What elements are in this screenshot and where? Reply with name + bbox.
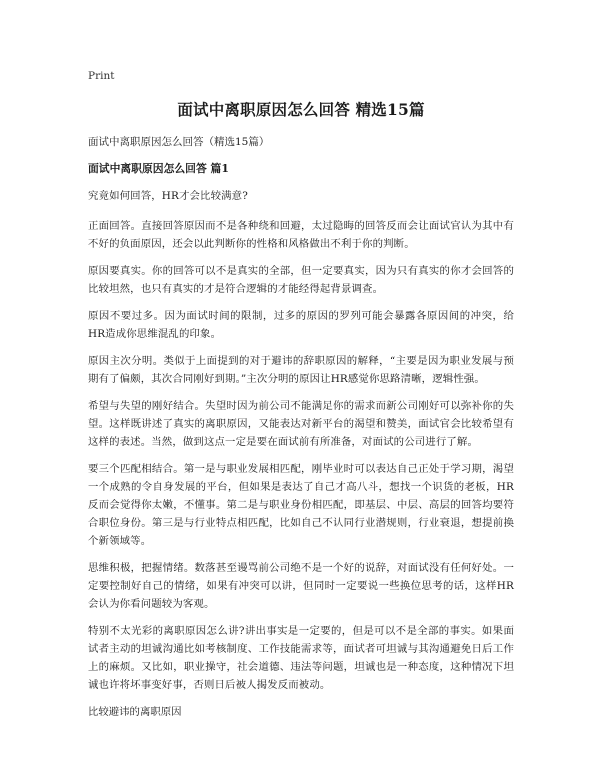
page-title: 面试中离职原因怎么回答 精选15篇	[177, 100, 425, 119]
print-label: Print	[88, 70, 115, 82]
paragraph-unflattering-reasons: 特别不太光彩的离职原因怎么讲?讲出事实是一定要的，但是可以不是全部的事实。如果面试者主动的坦诚沟通比如考核制度、工作技能需求等，面试者可坦诚与其沟通避免日后工作上的麻烦。又比如，职业操守，社会道德、违法等问题，坦诚也是一种态度，这种情况下坦诚也许将坏事变好事，否则日后被人揭发反而被动。	[88, 625, 514, 691]
document-page	[88, 70, 514, 718]
paragraph-hope-disappointment: 希望与失望的刚好结合。失望时因为前公司不能满足你的需求而新公司刚好可以弥补你的失望。这样既讲述了真实的离职原因，又能表达对新平台的渴望和赞美，面试官会比较希望有这样的表述。当然，做到这点一定是要在面试前有所准备，对面试的公司进行了解。	[88, 400, 514, 448]
paragraph-truthful-reason: 原因要真实。你的回答可以不是真实的全部，但一定要真实，因为只有真实的你才会回答的比较坦然，也只有真实的才是符合逻辑的才能经得起背景调查。	[88, 265, 514, 295]
paragraph-question: 究竟如何回答，HR才会比较满意?	[88, 190, 248, 202]
paragraph-positive-thinking: 思维积极，把握情绪。数落甚至谩骂前公司绝不是一个好的说辞，对面试没有任何好处。一定要控制好自己的情绪，如果有冲突可以讲，但同时一定要说一些换位思考的话，这样HR会认为你看问题较为客观。	[88, 562, 514, 610]
paragraph-direct-answer: 正面回答。直接回答原因而不是各种绕和回避，太过隐晦的回答反而会让面试官认为其中有不好的负面原因，还会以此判断你的性格和风格做出不利于你的判断。	[88, 220, 514, 250]
paragraph-three-matches: 要三个匹配相结合。第一是与职业发展相匹配，刚毕业时可以表达自己正处于学习期，渴望一个成熟的令自身发展的平台，但如果是表达了自己才高八斗，想找一个识货的老板，HR反而会觉得你太嫩，不懂事。第二是与职业身份相匹配，即基层、中层、高层的回答均要符合职位身份。第三是与行业特点相匹配，比如自己不认同行业潜规则，行业衰退，想提前换个新领域等。	[88, 463, 514, 547]
paragraph-primary-secondary: 原因主次分明。类似于上面提到的对于避讳的辞职原因的解释，“主要是因为职业发展与预期有了偏颇，其次合同刚好到期。”主次分明的原因让HR感觉你思路清晰，逻辑性强。	[88, 355, 514, 385]
paragraph-not-too-many-reasons: 原因不要过多。因为面试时间的限制，过多的原因的罗列可能会暴露各原因间的冲突，给HR造成你思维混乱的印象。	[88, 310, 514, 340]
section-heading: 面试中离职原因怎么回答 篇1	[88, 162, 229, 175]
bottom-heading: 比较避讳的离职原因	[88, 706, 182, 718]
subtitle: 面试中离职原因怎么回答（精选15篇）	[88, 136, 270, 148]
